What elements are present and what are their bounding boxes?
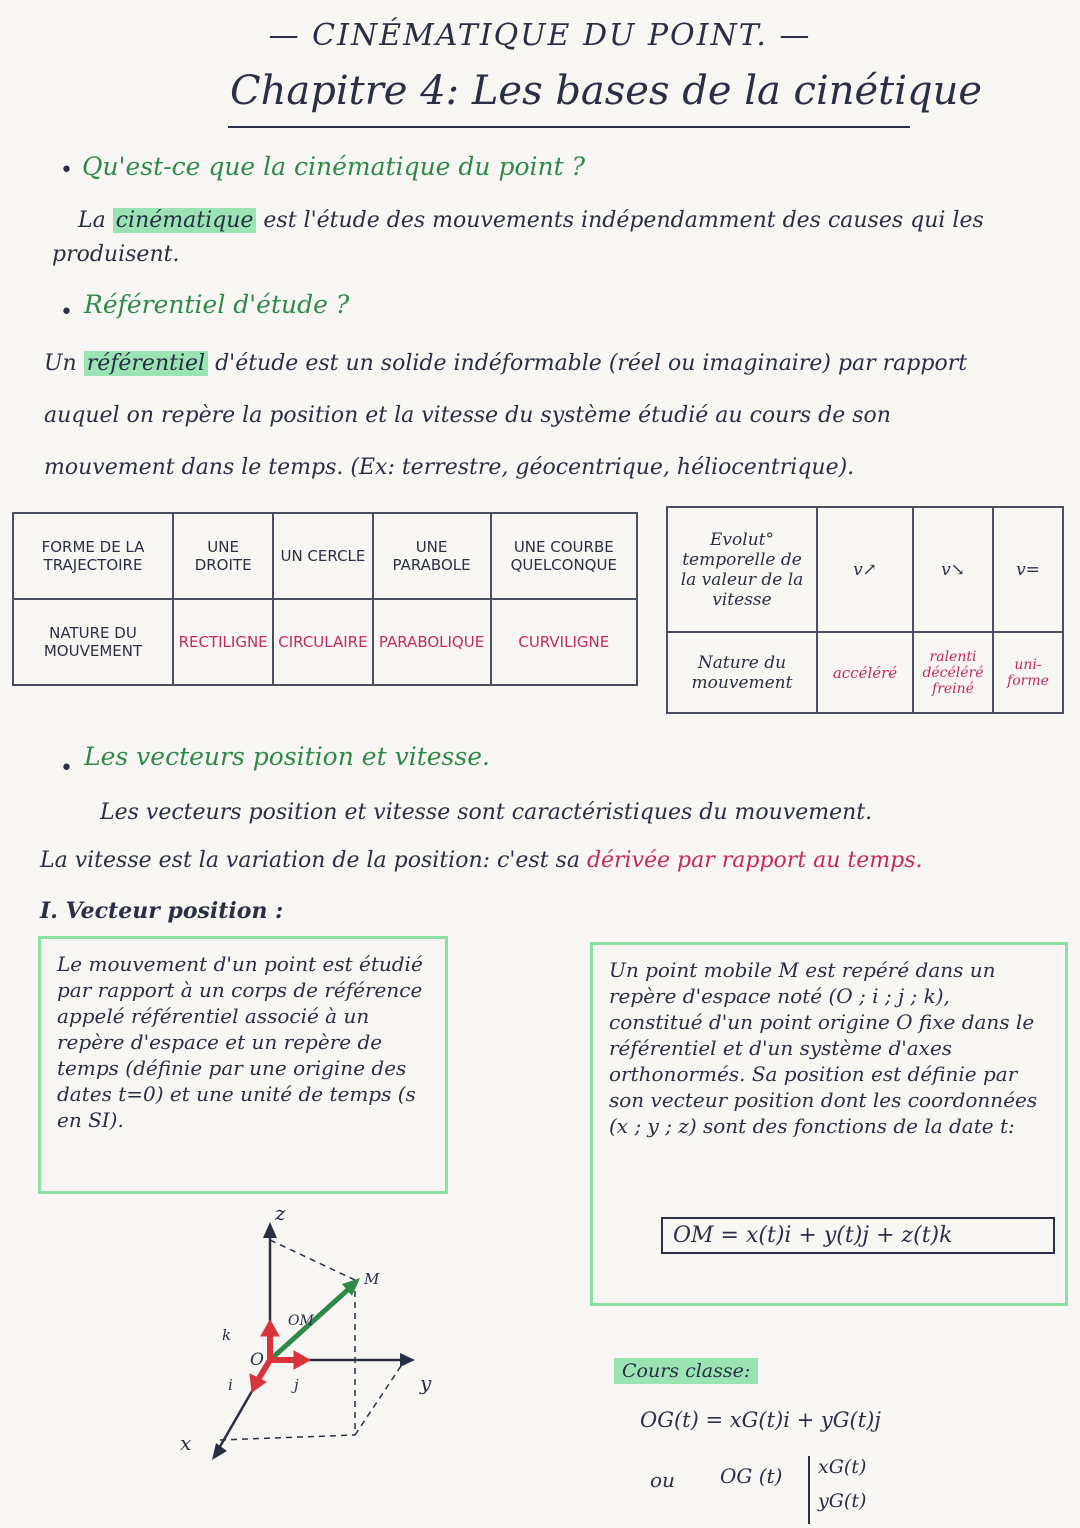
bullet-icon: • (60, 158, 73, 183)
table-header-cell: Evolut° temporelle de la valeur de la vitesse (667, 507, 817, 632)
cours-formula-1: OG(t) = xG(t)i + yG(t)j (640, 1408, 881, 1432)
table-row (13, 599, 637, 685)
chapter-title: Chapitre 4: Les bases de la cinétique (230, 68, 983, 114)
table-cell: UNE COURBE QUELCONQUE (491, 513, 637, 599)
derivative-highlight: dérivée par rapport au temps. (586, 848, 923, 873)
trajectory-table (12, 512, 638, 686)
subject-title: — CINÉMATIQUE DU POINT. — (268, 18, 812, 53)
table-header-cell: NATURE DU MOUVEMENT (13, 599, 173, 685)
label-m: M (364, 1270, 380, 1288)
label-y: y (420, 1371, 432, 1395)
title-underline (228, 126, 910, 128)
bullet-icon: • (60, 300, 73, 325)
keyword-cinematique: cinématique (113, 208, 257, 233)
keyword-referentiel: référentiel (84, 351, 208, 376)
label-om: OM (288, 1313, 314, 1329)
table-row (667, 507, 1063, 632)
question-referentiel: Référentiel d'étude ? (84, 290, 350, 319)
om-vector (270, 1278, 360, 1360)
box-left-text: Le mouvement d'un point est étudié par rapport à un corps de référence appelé référentiel associé à un repère d'espace et un repère de temps (définie par une origine des dates t=0) et une unité de temps (s en SI). (57, 952, 423, 1132)
box-right-text: Un point mobile M est repéré dans un repère d'espace noté (O ; i ; j ; k), constitué d'un point origine O fixe dans le référentiel et d'un système d'axes orthonormés. Sa position est définie par son vecteur position dont les coordonnées (x ; y ; z) sont des fonctions de la date t: (609, 958, 1038, 1138)
label-z: z (275, 1201, 286, 1225)
table-cell: UNE DROITE (173, 513, 273, 599)
table-cell: PARABOLIQUE (373, 599, 491, 685)
table-row (667, 632, 1063, 713)
label-i: i (228, 1376, 233, 1394)
table-cell: ralenti décéléré freiné (913, 632, 993, 713)
speed-table (666, 506, 1064, 714)
position-formula: OM = x(t)i + y(t)j + z(t)k (661, 1217, 1055, 1254)
table-cell: RECTILIGNE (173, 599, 273, 685)
definition-cinematique: La cinématique est l'étude des mouvements indépendamment des causes qui les produisent. (52, 208, 984, 267)
table-cell: UN CERCLE (273, 513, 372, 599)
vecteurs-line1: Les vecteurs position et vitesse sont caractéristiques du mouvement. (100, 800, 873, 825)
bullet-icon: • (60, 756, 73, 781)
cours-or: ou (650, 1468, 675, 1492)
label-o: O (250, 1350, 264, 1370)
question-cinematique: Qu'est-ce que la cinématique du point ? (82, 152, 586, 181)
cours-formula-2: OG (t) (720, 1464, 783, 1488)
table-cell: UNE PARABOLE (373, 513, 491, 599)
cours-coord-2: yG(t) (818, 1490, 867, 1512)
label-x: x (180, 1431, 192, 1455)
vecteurs-line2: La vitesse est la variation de la position: c'est sa dérivée par rapport au temps. (40, 848, 923, 873)
coord-divider (808, 1456, 810, 1524)
table-cell: v↘ (913, 507, 993, 632)
table-cell: uni-forme (993, 632, 1063, 713)
heading-vecteur-position: I. Vecteur position : (40, 898, 284, 924)
table-cell: CIRCULAIRE (273, 599, 372, 685)
table-header-cell: FORME DE LA TRAJECTOIRE (13, 513, 173, 599)
cours-coord-1: xG(t) (818, 1456, 867, 1478)
table-cell: v= (993, 507, 1063, 632)
definition-referentiel: Un référentiel d'étude est un solide indéformable (réel ou imaginaire) par rapport auquel on repère la position et la vitesse du système étudié au cours de son mouvement dans le temps. (Ex: terrestre, géocentrique, héliocentrique). (44, 351, 968, 480)
box-repere (590, 942, 1068, 1306)
table-cell: v↗ (817, 507, 913, 632)
table-cell: accéléré (817, 632, 913, 713)
table-cell: CURVILIGNE (491, 599, 637, 685)
cours-classe-label: Cours classe: (614, 1358, 758, 1384)
section-vecteurs-title: Les vecteurs position et vitesse. (84, 742, 490, 771)
label-j: j (294, 1376, 299, 1394)
table-row (13, 513, 637, 599)
box-referentiel (38, 936, 448, 1194)
axes-diagram (180, 1200, 460, 1490)
table-header-cell: Nature du mouvement (667, 632, 817, 713)
label-k: k (222, 1326, 232, 1344)
